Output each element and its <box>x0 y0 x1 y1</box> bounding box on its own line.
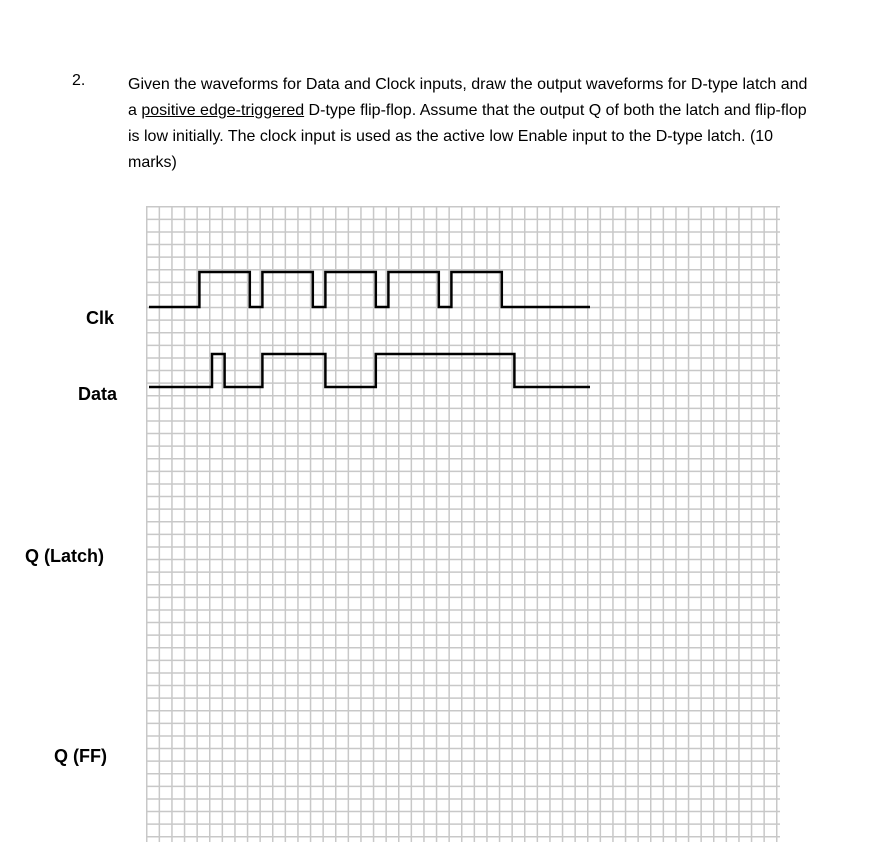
grid-lines <box>146 206 780 842</box>
q-latch-label: Q (Latch) <box>25 546 104 566</box>
question-text-underlined: positive edge-triggered <box>141 102 305 119</box>
question-number: 2. <box>72 72 86 89</box>
question-text <box>128 72 818 176</box>
timing-grid <box>146 206 780 842</box>
clk-label: Clk <box>86 308 115 328</box>
data-label: Data <box>78 384 118 404</box>
clk-waveform <box>149 272 590 307</box>
question-text-part2: D-type flip-flop. Assume that the output Q of both the latch and flip-flop is low initially. The clock input is used as the active low Enable input to the D-type latch. (10 marks) <box>128 102 807 171</box>
question-text-part1: Given the waveforms for Data and Clock inputs, draw the output waveforms for D-type latch and a <box>128 76 808 119</box>
q-ff-label: Q (FF) <box>54 746 107 766</box>
